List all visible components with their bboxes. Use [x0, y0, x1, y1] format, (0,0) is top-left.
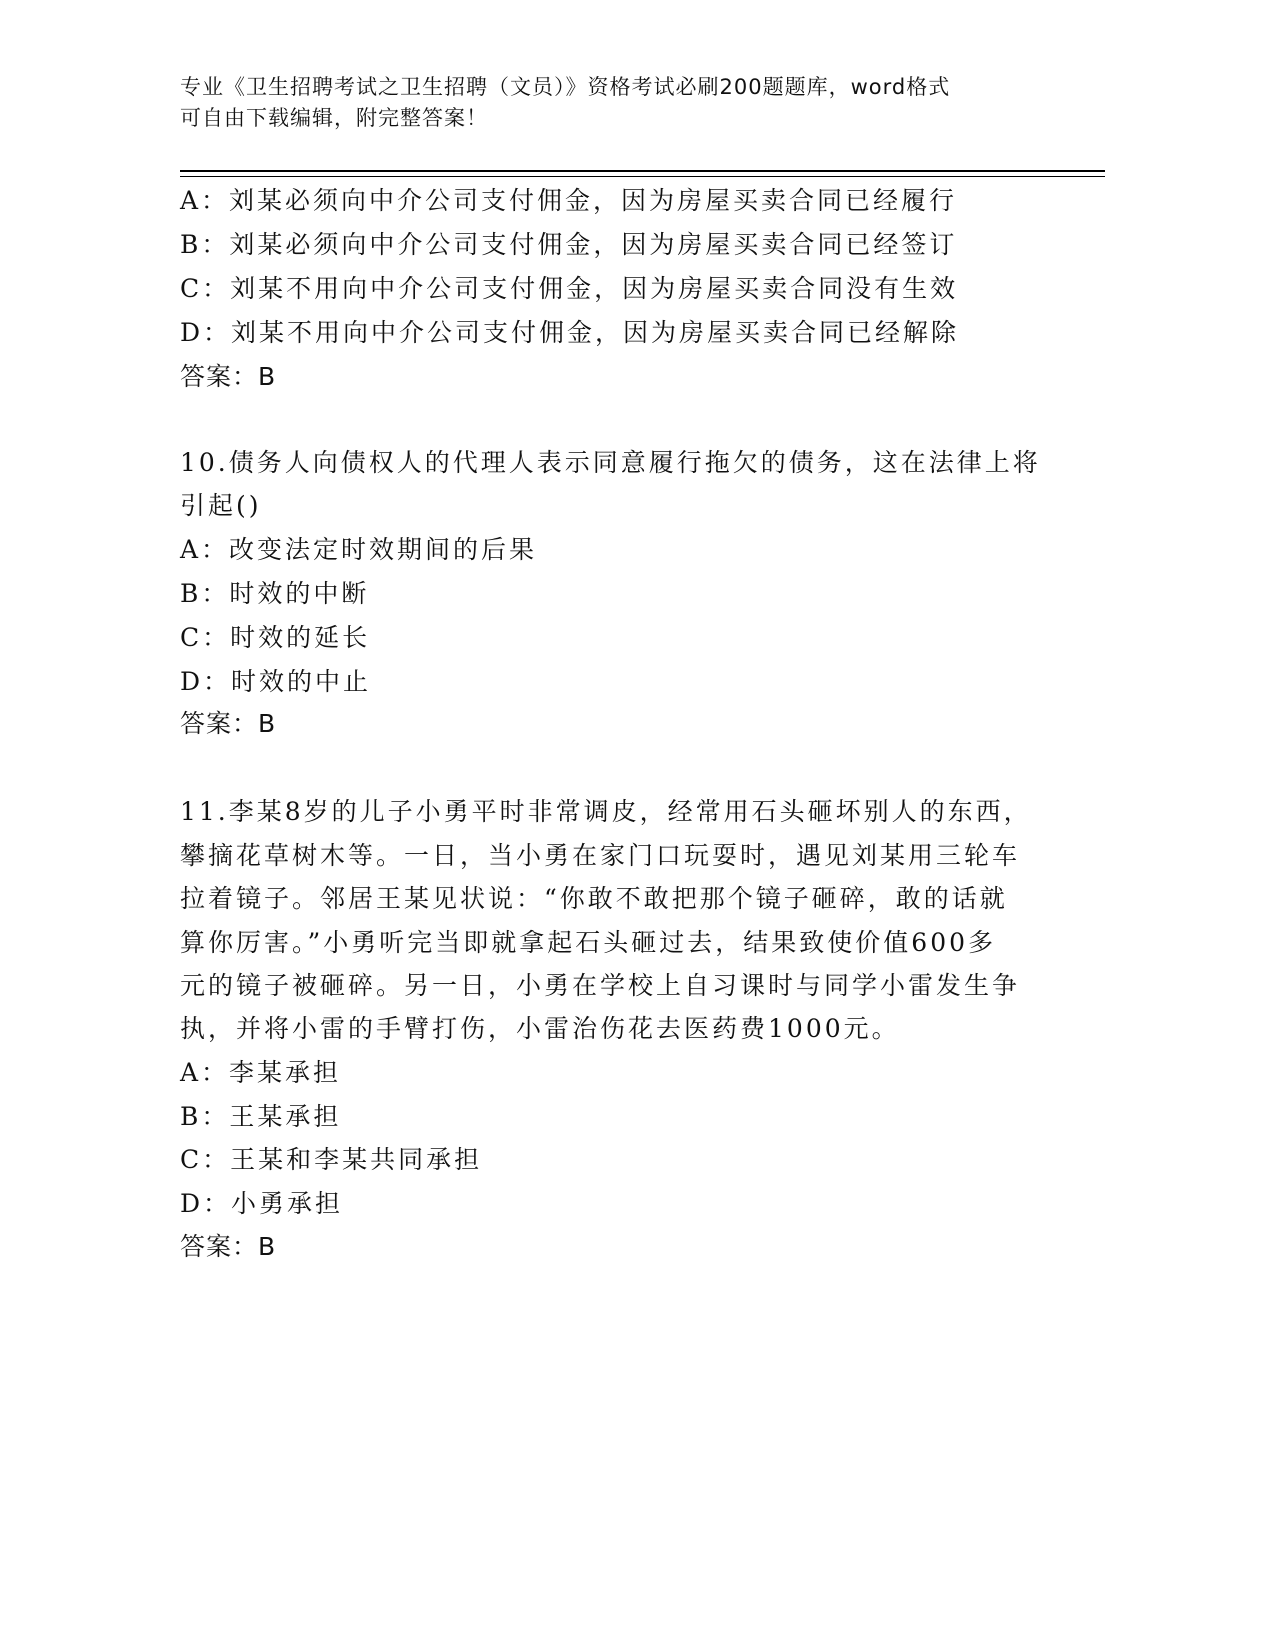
q9-option-a: A：刘某必须向中介公司支付佣金，因为房屋买卖合同已经履行 — [180, 186, 958, 215]
q10-option-b: B：时效的中断 — [180, 579, 370, 608]
q11-option-d: D：小勇承担 — [180, 1189, 344, 1218]
header-rule-thin — [180, 176, 1105, 177]
q10-stem-line: 10.债务人向债权人的代理人表示同意履行拖欠的债务，这在法律上将 — [180, 448, 1041, 477]
q9-option-d: D：刘某不用向中介公司支付佣金，因为房屋买卖合同已经解除 — [180, 318, 960, 347]
q11-stem-line: 拉着镜子。邻居王某见状说：“你敢不敢把那个镜子砸碎，敢的话就 — [180, 884, 1008, 913]
q10-option-d: D：时效的中止 — [180, 667, 372, 696]
q11-stem-line: 攀摘花草树木等。一日，当小勇在家门口玩耍时，遇见刘某用三轮车 — [180, 841, 1021, 870]
q9-option-c: C：刘某不用向中介公司支付佣金，因为房屋买卖合同没有生效 — [180, 274, 959, 303]
q10-option-a: A：改变法定时效期间的后果 — [180, 535, 538, 564]
q11-stem-line: 11.李某8岁的儿子小勇平时非常调皮，经常用石头砸坏别人的东西， — [180, 797, 1032, 826]
q10-option-c: C：时效的延长 — [180, 623, 371, 652]
q11-option-c: C：王某和李某共同承担 — [180, 1145, 483, 1174]
header-rule-thick — [180, 170, 1105, 172]
q11-stem-line: 算你厉害。”小勇听完当即就拿起石头砸过去，结果致使价值600多 — [180, 928, 997, 957]
q10-answer: 答案：B — [180, 709, 277, 738]
q10-stem-line: 引起() — [180, 491, 262, 520]
q11-answer: 答案：B — [180, 1232, 277, 1261]
q9-answer: 答案：B — [180, 362, 277, 391]
q11-stem-line: 元的镜子被砸碎。另一日，小勇在学校上自习课时与同学小雷发生争 — [180, 971, 1021, 1000]
document-header-line-2: 可自由下载编辑，附完整答案！ — [180, 106, 488, 130]
q11-option-a: A：李某承担 — [180, 1058, 342, 1087]
q9-option-b: B：刘某必须向中介公司支付佣金，因为房屋买卖合同已经签订 — [180, 230, 958, 259]
q11-stem-line: 执，并将小雷的手臂打伤，小雷治伤花去医药费1000元。 — [180, 1014, 900, 1043]
q11-option-b: B：王某承担 — [180, 1102, 342, 1131]
document-header-line-1: 专业《卫生招聘考试之卫生招聘（文员）》资格考试必刷200题题库，word格式 — [180, 75, 951, 99]
